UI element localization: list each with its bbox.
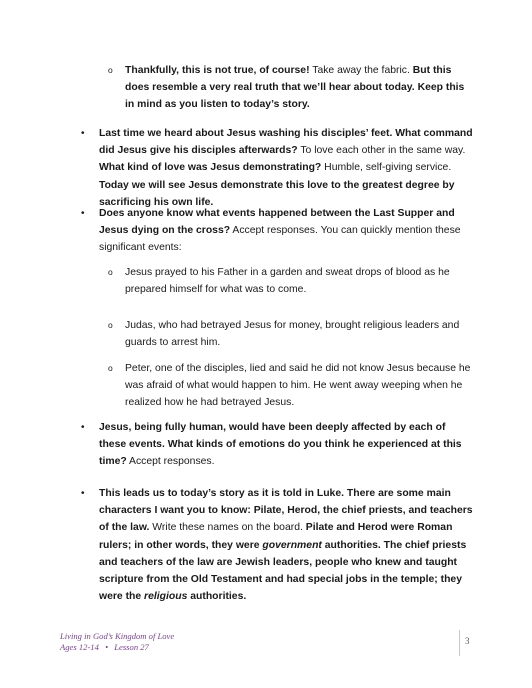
sub-bullet-marker: o [108, 65, 113, 75]
sub-item-garden-prayer: Jesus prayed to his Father in a garden and sweat drops of blood as he prepared himself for what was to come. [125, 267, 450, 296]
intro-plain: Take away the fabric. [309, 65, 413, 76]
bullet-1-bold-3: Today we will see Jesus demonstrate this love to the greatest degree by sacrificing his own life. [99, 179, 455, 208]
bullet-marker: • [81, 208, 85, 219]
bullet-1-bold-1: Last time we heard about Jesus washing his disciples’ feet. What command did Jesus give his disciples afterwards? [99, 128, 473, 157]
bullet-4-emphasis-government: government [262, 539, 322, 551]
footer-ages: Ages 12-14 [60, 642, 99, 652]
bullet-paragraph-1 [99, 125, 473, 211]
intro-paragraph [125, 62, 470, 114]
intro-bold-2: But this does resemble a very real truth that we’ll hear about today. Keep this in mind as you listen to today’s story. [125, 65, 465, 111]
bullet-2-plain: Accept responses. You can quickly mention these significant events: [99, 225, 461, 254]
intro-bold-1: Thankfully, this is not true, of course! [125, 65, 310, 76]
bullet-4-bold-3: authorities. The chief priests and teachers of the law are Jewish leaders, people who knew and taught scripture from the Old Testament and had special jobs in the temple; they were the [99, 539, 467, 603]
footer-divider [459, 630, 460, 656]
bullet-marker: • [81, 422, 85, 433]
bullet-1-plain-1: To love each other in the same way. [297, 145, 466, 157]
bullet-4-bold-2: Pilate and Herod were Roman rulers; in other words, they were [99, 522, 453, 551]
bullet-paragraph-4 [99, 485, 475, 605]
bullet-4-bold-4: authorities. [187, 591, 247, 603]
bullet-2-bold: Does anyone know what events happened between the Last Supper and Jesus dying on the cross? [99, 208, 455, 237]
bullet-4-emphasis-religious: religious [144, 591, 188, 603]
bullet-3-bold: Jesus, being fully human, would have been deeply affected by each of these events. What kinds of emotions do you think he experienced at this time? [99, 422, 462, 468]
sub-item-peter: Peter, one of the disciples, lied and said he did not know Jesus because he was afraid of what would happen to him. He went away weeping when he realized how he had betrayed Jesus. [125, 363, 471, 409]
footer [60, 631, 174, 653]
page-number: 3 [465, 636, 470, 646]
footer-title: Living in God’s Kingdom of Love [60, 631, 175, 641]
footer-lesson: Lesson 27 [114, 642, 149, 652]
sub-bullet-marker: o [108, 363, 113, 373]
bullet-1-plain-2: Humble, self-giving service. [321, 162, 452, 174]
bullet-paragraph-3 [99, 419, 473, 471]
bullet-3-plain: Accept responses. [126, 456, 215, 468]
bullet-4-plain: Write these names on the board. [149, 522, 306, 534]
bullet-marker: • [81, 128, 85, 139]
bullet-4-bold-1: This leads us to today’s story as it is told in Luke. There are some main characters I want you to know: Pilate, Herod, the chief priests, and teachers of the law. [99, 488, 473, 534]
footer-lesson-line [60, 642, 174, 653]
sub-bullet-marker: o [108, 320, 113, 330]
bullet-marker: • [81, 488, 85, 499]
footer-separator: • [105, 642, 109, 652]
bullet-paragraph-2 [99, 205, 473, 257]
sub-bullet-marker: o [108, 267, 113, 277]
sub-item-judas: Judas, who had betrayed Jesus for money, brought religious leaders and guards to arrest him. [125, 320, 460, 349]
bullet-1-bold-2: What kind of love was Jesus demonstrating? [99, 162, 322, 174]
